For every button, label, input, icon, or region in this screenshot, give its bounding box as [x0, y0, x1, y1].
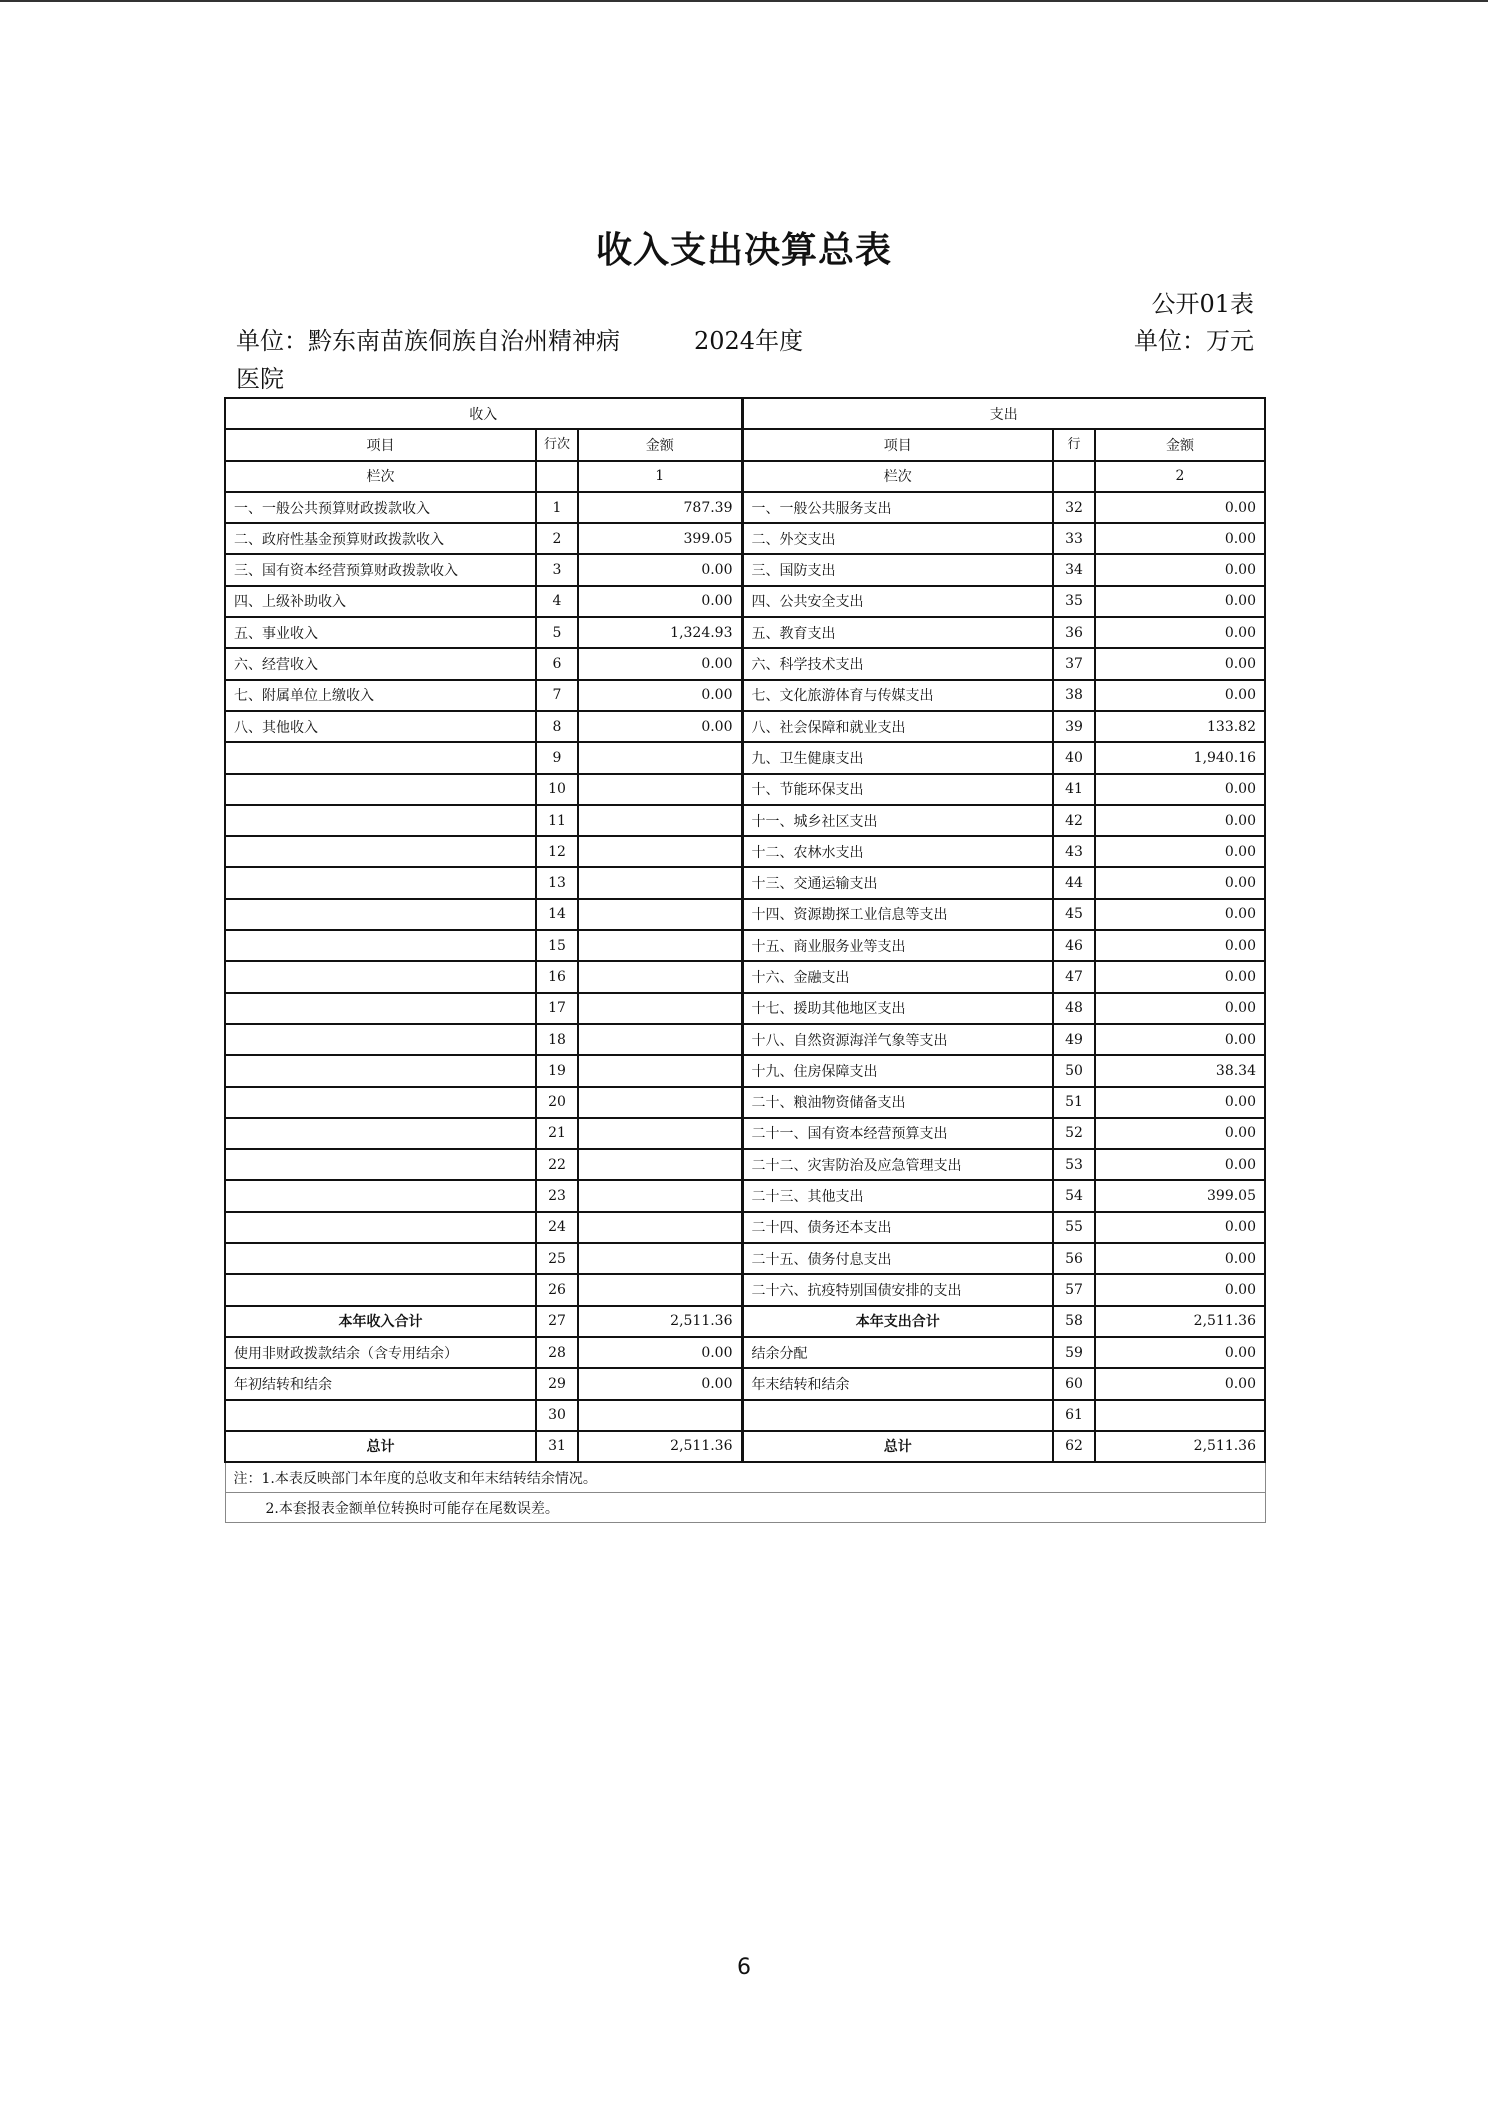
expense-amount-cell: 1,940.16: [1095, 742, 1265, 773]
expense-amount-cell: 0.00: [1095, 774, 1265, 805]
income-amount-cell: 0.00: [578, 554, 742, 585]
expense-item-header: 项目: [742, 429, 1053, 460]
income-item-cell: [225, 1274, 536, 1305]
income-amount-cell: [578, 1087, 742, 1118]
expense-item-cell: 二十二、灾害防治及应急管理支出: [742, 1149, 1053, 1180]
expense-item-cell: 二十三、其他支出: [742, 1180, 1053, 1211]
expense-line-cell: 42: [1053, 805, 1095, 836]
income-line-cell: 27: [536, 1306, 578, 1337]
income-section-header: 收入: [225, 398, 742, 429]
expense-line-cell: 57: [1053, 1274, 1095, 1305]
income-amount-cell: [578, 1243, 742, 1274]
expense-item-cell: 二十一、国有资本经营预算支出: [742, 1118, 1053, 1149]
income-line-cell: 31: [536, 1431, 578, 1462]
expense-line-cell: 45: [1053, 899, 1095, 930]
expense-col-blank: [1053, 461, 1095, 492]
income-line-cell: 2: [536, 523, 578, 554]
expense-item-cell: 八、社会保障和就业支出: [742, 711, 1053, 742]
income-item-cell: [225, 1118, 536, 1149]
expense-line-cell: 56: [1053, 1243, 1095, 1274]
expense-line-cell: 41: [1053, 774, 1095, 805]
table-row: [225, 1368, 1265, 1399]
expense-item-cell: 二十六、抗疫特别国债安排的支出: [742, 1274, 1053, 1305]
income-line-cell: 10: [536, 774, 578, 805]
table-row: [225, 1024, 1265, 1055]
expense-item-cell: [742, 1400, 1053, 1431]
expense-line-cell: 32: [1053, 492, 1095, 523]
income-item-cell: 总计: [225, 1431, 536, 1462]
expense-item-cell: 十四、资源勘探工业信息等支出: [742, 899, 1053, 930]
income-line-cell: 30: [536, 1400, 578, 1431]
expense-amount-cell: 38.34: [1095, 1055, 1265, 1086]
expense-item-cell: 十七、援助其他地区支出: [742, 993, 1053, 1024]
expense-amount-header: 金额: [1095, 429, 1265, 460]
income-line-cell: 16: [536, 961, 578, 992]
expense-item-cell: 十一、城乡社区支出: [742, 805, 1053, 836]
expense-line-cell: 55: [1053, 1212, 1095, 1243]
income-line-cell: 5: [536, 617, 578, 648]
expense-line-cell: 58: [1053, 1306, 1095, 1337]
expense-item-cell: 二十、粮油物资储备支出: [742, 1087, 1053, 1118]
table-row: [225, 648, 1265, 679]
income-item-cell: [225, 805, 536, 836]
income-line-cell: 20: [536, 1087, 578, 1118]
table-row: [225, 1212, 1265, 1243]
expense-item-cell: 七、文化旅游体育与传媒支出: [742, 680, 1053, 711]
expense-line-cell: 39: [1053, 711, 1095, 742]
expense-item-cell: 五、教育支出: [742, 617, 1053, 648]
expense-item-cell: 九、卫生健康支出: [742, 742, 1053, 773]
income-line-cell: 7: [536, 680, 578, 711]
income-line-cell: 29: [536, 1368, 578, 1399]
expense-amount-cell: 0.00: [1095, 586, 1265, 617]
expense-line-cell: 38: [1053, 680, 1095, 711]
table-row: [225, 617, 1265, 648]
fiscal-year: 2024年度: [694, 327, 804, 355]
income-amount-cell: [578, 1274, 742, 1305]
table-row: [225, 1149, 1265, 1180]
income-amount-cell: 0.00: [578, 648, 742, 679]
expense-amount-cell: 0.00: [1095, 1212, 1265, 1243]
table-row: [225, 1306, 1265, 1337]
table-row: [225, 1400, 1265, 1431]
expense-amount-cell: 0.00: [1095, 1024, 1265, 1055]
table-row: [225, 1243, 1265, 1274]
expense-line-cell: 44: [1053, 867, 1095, 898]
expense-col-number: 2: [1095, 461, 1265, 492]
income-item-cell: 年初结转和结余: [225, 1368, 536, 1399]
expense-line-cell: 62: [1053, 1431, 1095, 1462]
expense-amount-cell: [1095, 1400, 1265, 1431]
income-item-cell: [225, 1400, 536, 1431]
expense-item-cell: 十、节能环保支出: [742, 774, 1053, 805]
income-line-cell: 4: [536, 586, 578, 617]
column-index-row: [225, 461, 1265, 492]
expense-line-cell: 54: [1053, 1180, 1095, 1211]
income-col-number: 1: [578, 461, 742, 492]
expense-line-cell: 52: [1053, 1118, 1095, 1149]
income-line-cell: 11: [536, 805, 578, 836]
table-row: [225, 1274, 1265, 1305]
expense-amount-cell: 0.00: [1095, 1118, 1265, 1149]
expense-item-cell: 十五、商业服务业等支出: [742, 930, 1053, 961]
expense-line-cell: 60: [1053, 1368, 1095, 1399]
income-amount-cell: [578, 961, 742, 992]
income-line-cell: 18: [536, 1024, 578, 1055]
expense-amount-cell: 399.05: [1095, 1180, 1265, 1211]
note-row: [225, 1462, 1265, 1493]
expense-item-cell: 十六、金融支出: [742, 961, 1053, 992]
income-line-cell: 12: [536, 836, 578, 867]
income-amount-cell: [578, 1024, 742, 1055]
expense-line-cell: 37: [1053, 648, 1095, 679]
income-item-cell: 三、国有资本经营预算财政拨款收入: [225, 554, 536, 585]
expense-item-cell: 一、一般公共服务支出: [742, 492, 1053, 523]
expense-item-cell: 结余分配: [742, 1337, 1053, 1368]
expense-line-cell: 35: [1053, 586, 1095, 617]
expense-amount-cell: 0.00: [1095, 554, 1265, 585]
expense-amount-cell: 0.00: [1095, 930, 1265, 961]
table-row: [225, 1180, 1265, 1211]
unit-info-row: [236, 322, 1254, 402]
expense-line-cell: 40: [1053, 742, 1095, 773]
table-row: [225, 1087, 1265, 1118]
section-header-row: [225, 398, 1265, 429]
expense-item-cell: 三、国防支出: [742, 554, 1053, 585]
expense-amount-cell: 0.00: [1095, 1368, 1265, 1399]
expense-line-cell: 46: [1053, 930, 1095, 961]
income-item-cell: [225, 1024, 536, 1055]
income-amount-cell: [578, 805, 742, 836]
income-line-cell: 24: [536, 1212, 578, 1243]
income-line-cell: 26: [536, 1274, 578, 1305]
expense-item-cell: 二十四、债务还本支出: [742, 1212, 1053, 1243]
table-row: [225, 742, 1265, 773]
table-row: [225, 930, 1265, 961]
expense-amount-cell: 0.00: [1095, 961, 1265, 992]
table-row: [225, 711, 1265, 742]
income-amount-cell: [578, 993, 742, 1024]
income-amount-cell: [578, 1400, 742, 1431]
income-amount-cell: [578, 742, 742, 773]
currency-unit: 单位：万元: [1134, 327, 1254, 355]
income-amount-cell: 0.00: [578, 1337, 742, 1368]
expense-item-cell: 本年支出合计: [742, 1306, 1053, 1337]
income-amount-cell: 0.00: [578, 1368, 742, 1399]
expense-amount-cell: 0.00: [1095, 617, 1265, 648]
table-row: [225, 1337, 1265, 1368]
income-item-cell: [225, 1212, 536, 1243]
income-amount-cell: 0.00: [578, 680, 742, 711]
page-number: 6: [737, 1955, 751, 1980]
income-line-cell: 17: [536, 993, 578, 1024]
expense-amount-cell: 0.00: [1095, 1149, 1265, 1180]
income-amount-cell: 0.00: [578, 711, 742, 742]
income-item-cell: [225, 1087, 536, 1118]
expense-amount-cell: 0.00: [1095, 1087, 1265, 1118]
expense-line-cell: 34: [1053, 554, 1095, 585]
expense-amount-cell: 2,511.36: [1095, 1431, 1265, 1462]
table-row: [225, 899, 1265, 930]
income-amount-cell: 399.05: [578, 523, 742, 554]
income-item-cell: 八、其他收入: [225, 711, 536, 742]
income-item-cell: [225, 742, 536, 773]
income-line-cell: 25: [536, 1243, 578, 1274]
income-line-cell: 14: [536, 899, 578, 930]
income-item-header: 项目: [225, 429, 536, 460]
income-item-cell: 六、经营收入: [225, 648, 536, 679]
income-item-cell: 一、一般公共预算财政拨款收入: [225, 492, 536, 523]
expense-amount-cell: 0.00: [1095, 680, 1265, 711]
table-note: 注：1.本表反映部门本年度的总收支和年末结转结余情况。: [225, 1462, 1265, 1493]
expense-item-cell: 二十五、债务付息支出: [742, 1243, 1053, 1274]
income-amount-cell: 2,511.36: [578, 1431, 742, 1462]
expense-amount-cell: 0.00: [1095, 899, 1265, 930]
expense-line-header: 行: [1053, 429, 1095, 460]
table-row: [225, 867, 1265, 898]
income-item-cell: [225, 1149, 536, 1180]
income-line-cell: 8: [536, 711, 578, 742]
income-item-cell: [225, 899, 536, 930]
income-line-cell: 1: [536, 492, 578, 523]
expense-amount-cell: 0.00: [1095, 492, 1265, 523]
expense-line-cell: 49: [1053, 1024, 1095, 1055]
expense-amount-cell: 0.00: [1095, 867, 1265, 898]
income-amount-cell: [578, 1180, 742, 1211]
expense-line-cell: 61: [1053, 1400, 1095, 1431]
table-row: [225, 492, 1265, 523]
expense-amount-cell: 0.00: [1095, 1243, 1265, 1274]
expense-line-cell: 36: [1053, 617, 1095, 648]
table-row: [225, 1055, 1265, 1086]
expense-item-cell: 十二、农林水支出: [742, 836, 1053, 867]
table-row: [225, 836, 1265, 867]
expense-line-cell: 59: [1053, 1337, 1095, 1368]
expense-item-cell: 总计: [742, 1431, 1053, 1462]
income-item-cell: [225, 993, 536, 1024]
expense-line-cell: 51: [1053, 1087, 1095, 1118]
income-line-cell: 3: [536, 554, 578, 585]
expense-item-cell: 年末结转和结余: [742, 1368, 1053, 1399]
expense-amount-cell: 2,511.36: [1095, 1306, 1265, 1337]
income-item-cell: 四、上级补助收入: [225, 586, 536, 617]
table-note: 2.本套报表金额单位转换时可能存在尾数误差。: [225, 1493, 1265, 1523]
income-item-cell: 七、附属单位上缴收入: [225, 680, 536, 711]
expense-amount-cell: 0.00: [1095, 648, 1265, 679]
income-amount-cell: [578, 1149, 742, 1180]
expense-amount-cell: 0.00: [1095, 1274, 1265, 1305]
expense-item-cell: 十八、自然资源海洋气象等支出: [742, 1024, 1053, 1055]
page-title: 收入支出决算总表: [595, 230, 892, 271]
income-item-cell: 二、政府性基金预算财政拨款收入: [225, 523, 536, 554]
income-amount-cell: 787.39: [578, 492, 742, 523]
table-row: [225, 1431, 1265, 1462]
income-amount-cell: [578, 930, 742, 961]
income-amount-cell: 2,511.36: [578, 1306, 742, 1337]
column-header-row: [225, 429, 1265, 460]
income-col-blank: [536, 461, 578, 492]
income-item-cell: [225, 1180, 536, 1211]
income-item-cell: 使用非财政拨款结余（含专用结余）: [225, 1337, 536, 1368]
income-line-cell: 9: [536, 742, 578, 773]
expense-section-header: 支出: [742, 398, 1265, 429]
income-amount-cell: [578, 899, 742, 930]
income-expense-table: [224, 397, 1266, 1523]
form-number: 公开01表: [1151, 290, 1254, 318]
expense-amount-cell: 0.00: [1095, 1337, 1265, 1368]
table-row: [225, 774, 1265, 805]
expense-line-cell: 50: [1053, 1055, 1095, 1086]
income-line-cell: 19: [536, 1055, 578, 1086]
table-row: [225, 1118, 1265, 1149]
expense-col-label: 栏次: [742, 461, 1053, 492]
income-line-cell: 22: [536, 1149, 578, 1180]
table-row: [225, 993, 1265, 1024]
expense-amount-cell: 133.82: [1095, 711, 1265, 742]
expense-line-cell: 43: [1053, 836, 1095, 867]
income-col-label: 栏次: [225, 461, 536, 492]
income-item-cell: [225, 774, 536, 805]
top-border-line: [0, 0, 1488, 2]
income-amount-cell: [578, 867, 742, 898]
income-item-cell: 本年收入合计: [225, 1306, 536, 1337]
income-item-cell: [225, 1243, 536, 1274]
expense-line-cell: 47: [1053, 961, 1095, 992]
expense-item-cell: 十三、交通运输支出: [742, 867, 1053, 898]
table-row: [225, 961, 1265, 992]
expense-line-cell: 48: [1053, 993, 1095, 1024]
income-amount-header: 金额: [578, 429, 742, 460]
expense-amount-cell: 0.00: [1095, 993, 1265, 1024]
income-line-cell: 23: [536, 1180, 578, 1211]
expense-item-cell: 十九、住房保障支出: [742, 1055, 1053, 1086]
income-item-cell: [225, 836, 536, 867]
table-row: [225, 680, 1265, 711]
income-amount-cell: 0.00: [578, 586, 742, 617]
expense-amount-cell: 0.00: [1095, 836, 1265, 867]
income-line-cell: 6: [536, 648, 578, 679]
income-item-cell: 五、事业收入: [225, 617, 536, 648]
income-line-header: 行次: [536, 429, 578, 460]
unit-organization: 单位：黔东南苗族侗族自治州精神病医院: [236, 327, 620, 393]
table-row: [225, 586, 1265, 617]
expense-item-cell: 六、科学技术支出: [742, 648, 1053, 679]
expense-item-cell: 四、公共安全支出: [742, 586, 1053, 617]
table-row: [225, 805, 1265, 836]
income-amount-cell: 1,324.93: [578, 617, 742, 648]
income-item-cell: [225, 961, 536, 992]
expense-amount-cell: 0.00: [1095, 523, 1265, 554]
table-row: [225, 523, 1265, 554]
expense-line-cell: 53: [1053, 1149, 1095, 1180]
expense-amount-cell: 0.00: [1095, 805, 1265, 836]
income-item-cell: [225, 867, 536, 898]
income-amount-cell: [578, 1212, 742, 1243]
income-line-cell: 13: [536, 867, 578, 898]
income-line-cell: 21: [536, 1118, 578, 1149]
income-amount-cell: [578, 836, 742, 867]
income-item-cell: [225, 930, 536, 961]
income-item-cell: [225, 1055, 536, 1086]
income-amount-cell: [578, 1055, 742, 1086]
income-line-cell: 15: [536, 930, 578, 961]
table-row: [225, 554, 1265, 585]
expense-line-cell: 33: [1053, 523, 1095, 554]
expense-item-cell: 二、外交支出: [742, 523, 1053, 554]
note-row: [225, 1493, 1265, 1523]
income-amount-cell: [578, 1118, 742, 1149]
income-amount-cell: [578, 774, 742, 805]
income-line-cell: 28: [536, 1337, 578, 1368]
